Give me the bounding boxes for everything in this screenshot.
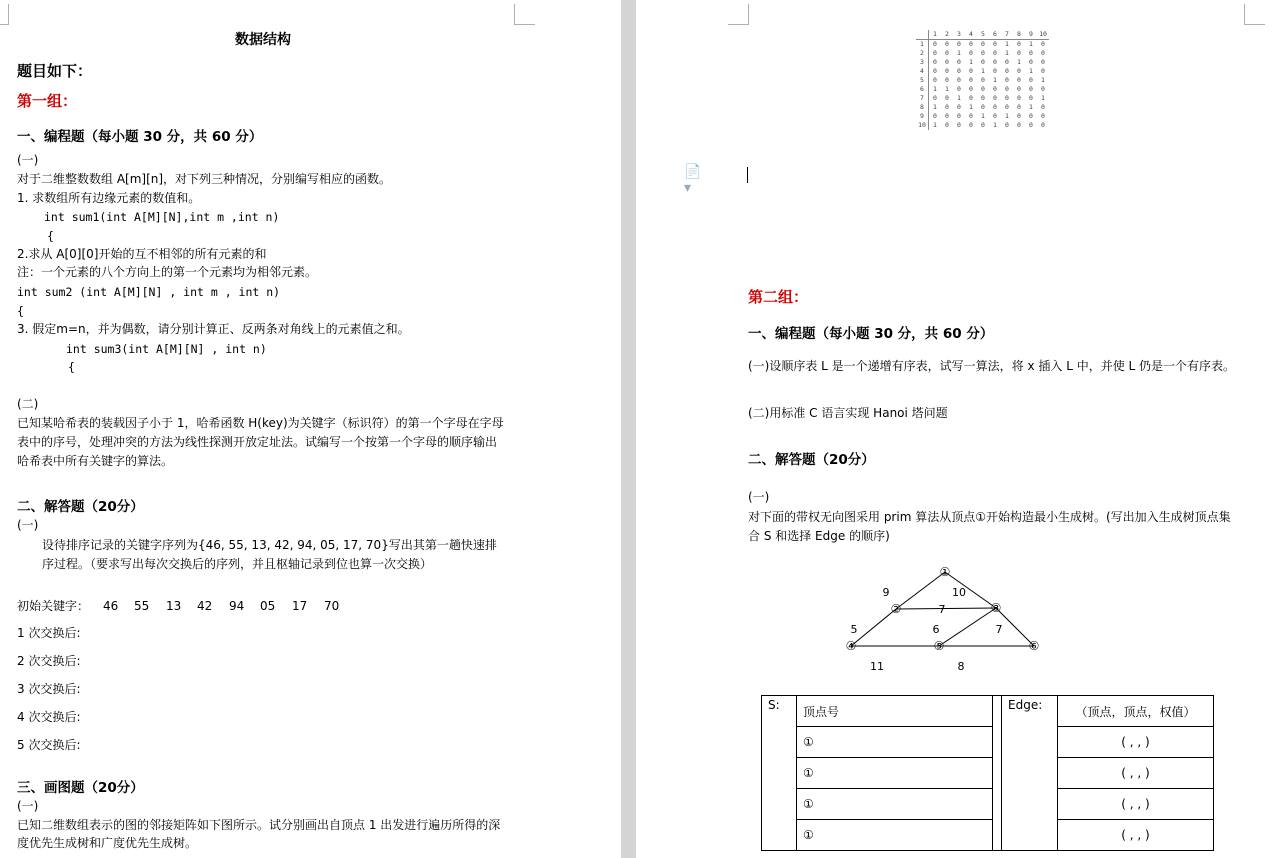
sec3-label: (一) (17, 799, 39, 813)
matrix-cell: 1 (1005, 49, 1009, 57)
group2-heading: 第二组： (748, 288, 809, 306)
edge-cell[interactable]: ( , , ) (1058, 820, 1214, 851)
matrix-cell: 0 (957, 40, 961, 48)
matrix-cell: 1 (933, 121, 937, 129)
matrix-cell: 0 (957, 112, 961, 120)
matrix-col-header: 3 (957, 30, 961, 38)
matrix-cell: 1 (945, 85, 949, 93)
q1-item1: 1. 求数组所有边缘元素的数值和。 (17, 191, 201, 205)
matrix-cell: 1 (1029, 40, 1033, 48)
edge-label-cell: Edge: (1002, 696, 1058, 851)
swap-line: 5 次交换后: (17, 738, 81, 752)
matrix-cell: 1 (1041, 76, 1045, 84)
matrix-row-header: 5 (916, 76, 929, 85)
document-page-2[interactable] (636, 0, 1279, 858)
matrix-cell: 0 (993, 67, 997, 75)
matrix-cell: 0 (1005, 103, 1009, 111)
s-label-cell: S: (762, 696, 797, 851)
matrix-cell: 0 (1041, 67, 1045, 75)
matrix-cell: 0 (1017, 49, 1021, 57)
matrix-cell: 0 (957, 76, 961, 84)
p2-sec2-line2: 合 S 和选择 Edge 的顺序) (748, 529, 890, 543)
matrix-cell: 0 (969, 121, 973, 129)
matrix-cell: 0 (945, 121, 949, 129)
matrix-cell: 0 (981, 103, 985, 111)
edge-weight: 11 (870, 660, 884, 673)
sec3-line2: 度优先生成树和广度优先生成树。 (17, 836, 198, 850)
matrix-col-header: 1 (933, 30, 937, 38)
vertex-cell[interactable]: ① (797, 789, 993, 820)
q1-desc: 对于二维整数数组 A[m][n]，对下列三种情况，分别编写相应的函数。 (17, 172, 392, 186)
matrix-cell: 0 (933, 49, 937, 57)
matrix-cell: 0 (957, 58, 961, 66)
matrix-col-header: 7 (1005, 30, 1009, 38)
section2-title: 二、解答题（20分） (17, 499, 144, 515)
swap-line: 4 次交换后: (17, 710, 81, 724)
crop-mark (728, 4, 749, 25)
matrix-cell: 0 (933, 40, 937, 48)
matrix-row-header: 10 (916, 121, 929, 130)
swap-line: 1 次交换后: (17, 626, 81, 640)
graph-node: ③ (990, 601, 1002, 615)
init-key: 13 (166, 599, 182, 613)
edge-weight: 8 (957, 660, 965, 673)
graph-node: ⑥ (1028, 639, 1040, 653)
q2-line3: 哈希表中所有关键字的算法。 (17, 454, 174, 468)
matrix-col-header: 9 (1029, 30, 1033, 38)
matrix-cell: 0 (969, 67, 973, 75)
matrix-cell: 0 (993, 58, 997, 66)
matrix-cell: 0 (933, 76, 937, 84)
matrix-cell: 0 (969, 49, 973, 57)
matrix-cell: 0 (1005, 94, 1009, 102)
init-key: 17 (292, 599, 308, 613)
matrix-cell: 1 (993, 121, 997, 129)
matrix-cell: 1 (969, 58, 973, 66)
matrix-cell: 0 (957, 121, 961, 129)
edge-weight: 6 (932, 623, 940, 636)
edge-cell[interactable]: ( , , ) (1058, 789, 1214, 820)
matrix-cell: 0 (981, 40, 985, 48)
q2-line1: 已知某哈希表的装载因子小于 1，哈希函数 H(key)为关键字（标识符）的第一个字母在字母 (17, 416, 504, 430)
matrix-cell: 0 (1017, 112, 1021, 120)
matrix-cell: 0 (945, 49, 949, 57)
init-key: 70 (324, 599, 340, 613)
sec2-label: (一) (17, 518, 39, 532)
matrix-cell: 0 (969, 112, 973, 120)
matrix-col-header: 10 (1039, 30, 1047, 38)
matrix-col-header: 6 (993, 30, 997, 38)
p2-sec2-line1: 对下面的带权无向图采用 prim 算法从顶点①开始构造最小生成树。(写出加入生成树顶点集 (748, 510, 1231, 524)
matrix-col-header: 2 (945, 30, 949, 38)
matrix-cell: 1 (981, 112, 985, 120)
crop-mark (1244, 4, 1265, 25)
matrix-cell: 0 (1017, 76, 1021, 84)
q1-label: (一) (17, 153, 39, 167)
spacer-cell (993, 696, 1002, 851)
matrix-cell: 0 (1029, 94, 1033, 102)
init-key: 55 (134, 599, 150, 613)
edge-weight: 5 (850, 623, 858, 636)
matrix-row-header: 7 (916, 94, 929, 103)
matrix-cell: 0 (993, 94, 997, 102)
matrix-cell: 0 (957, 103, 961, 111)
matrix-cell: 0 (969, 94, 973, 102)
q1-code1: int sum1(int A[M][N],int m ,int n) (44, 210, 280, 224)
matrix-cell: 0 (1017, 94, 1021, 102)
init-key: 05 (260, 599, 276, 613)
matrix-cell: 0 (1005, 76, 1009, 84)
group1-heading: 第一组： (17, 92, 78, 110)
edge-header: （顶点，顶点，权值） (1058, 696, 1214, 727)
matrix-cell: 0 (1041, 103, 1045, 111)
matrix-col-header: 8 (1017, 30, 1021, 38)
matrix-cell: 0 (993, 112, 997, 120)
matrix-cell: 0 (945, 67, 949, 75)
matrix-cell: 0 (945, 94, 949, 102)
matrix-cell: 0 (933, 58, 937, 66)
q2-label: (二) (17, 397, 39, 411)
sec2-line2: 序过程。（要求写出每次交换后的序列，并且枢轴记录到位也算一次交换） (42, 557, 433, 571)
q1-brace3: { (68, 360, 75, 374)
text-cursor (747, 167, 748, 183)
crop-mark (0, 4, 9, 25)
matrix-cell: 1 (1005, 40, 1009, 48)
matrix-row-header: 8 (916, 103, 929, 112)
matrix-cell: 1 (1029, 67, 1033, 75)
matrix-cell: 0 (945, 76, 949, 84)
matrix-cell: 0 (993, 85, 997, 93)
edge-weight: 7 (995, 623, 1003, 636)
q1-code3: int sum3(int A[M][N] , int n) (66, 342, 267, 356)
edge-cell[interactable]: ( , , ) (1058, 727, 1214, 758)
matrix-cell: 0 (1017, 40, 1021, 48)
matrix-cell: 0 (1029, 112, 1033, 120)
matrix-cell: 0 (969, 76, 973, 84)
matrix-cell: 0 (957, 85, 961, 93)
q1-note: 注：一个元素的八个方向上的第一个元素均为相邻元素。 (17, 265, 318, 279)
swap-line: 3 次交换后: (17, 682, 81, 696)
matrix-cell: 0 (1041, 112, 1045, 120)
matrix-col-header: 4 (969, 30, 973, 38)
matrix-cell: 0 (969, 85, 973, 93)
matrix-cell: 0 (1017, 85, 1021, 93)
matrix-cell: 1 (957, 94, 961, 102)
graph-node: ① (939, 565, 951, 579)
matrix-cell: 0 (933, 112, 937, 120)
edge-cell[interactable]: ( , , ) (1058, 758, 1214, 789)
matrix-cell: 0 (1041, 49, 1045, 57)
matrix-cell: 0 (1017, 67, 1021, 75)
prim-answer-table (761, 695, 1214, 851)
paste-options-icon[interactable]: 📄▾ (684, 164, 702, 196)
graph-node: ② (890, 602, 902, 616)
matrix-cell: 0 (981, 94, 985, 102)
matrix-cell: 0 (981, 49, 985, 57)
p2-sec2-label: (一) (748, 490, 770, 504)
init-key: 94 (229, 599, 245, 613)
matrix-cell: 0 (1017, 121, 1021, 129)
matrix-cell: 0 (1041, 58, 1045, 66)
matrix-cell: 1 (1005, 112, 1009, 120)
vertex-cell[interactable]: ① (797, 758, 993, 789)
matrix-cell: 0 (945, 40, 949, 48)
matrix-cell: 0 (981, 85, 985, 93)
crop-mark (514, 4, 535, 25)
matrix-cell: 1 (1029, 103, 1033, 111)
matrix-cell: 0 (1029, 121, 1033, 129)
matrix-cell: 0 (933, 94, 937, 102)
matrix-cell: 0 (993, 103, 997, 111)
p2-q1: (一)设顺序表 L 是一个递增有序表，试写一算法，将 x 插入 L 中，并使 L 仍是一个有序表。 (748, 359, 1236, 373)
graph-node: ⑤ (933, 639, 945, 653)
q1-brace1: { (47, 229, 54, 243)
matrix-cell: 0 (993, 49, 997, 57)
q1-item3: 3. 假定m=n，并为偶数，请分别计算正、反两条对角线上的元素值之和。 (17, 322, 410, 336)
matrix-cell: 1 (933, 85, 937, 93)
matrix-cell: 0 (957, 67, 961, 75)
matrix-row-header: 6 (916, 85, 929, 94)
p2-section2-title: 二、解答题（20分） (748, 452, 875, 468)
swap-line: 2 次交换后: (17, 654, 81, 668)
sec3-line1: 已知二维数组表示的图的邻接矩阵如下图所示。试分别画出自顶点 1 出发进行遍历所得的深 (17, 818, 501, 832)
matrix-cell: 1 (993, 76, 997, 84)
matrix-cell: 0 (981, 58, 985, 66)
page-gutter (621, 0, 636, 858)
document-page-1[interactable] (0, 0, 621, 858)
matrix-cell: 0 (1041, 85, 1045, 93)
matrix-cell: 0 (945, 112, 949, 120)
matrix-row-header: 9 (916, 112, 929, 121)
graph-node: ④ (845, 639, 857, 653)
edge-weight: 10 (952, 586, 966, 599)
q1-code2: int sum2 (int A[M][N] , int m , int n) (17, 285, 281, 299)
matrix-cell: 1 (1017, 58, 1021, 66)
weighted-graph (836, 560, 1056, 680)
vertex-cell[interactable]: ① (797, 727, 993, 758)
q1-brace2: { (17, 304, 24, 318)
matrix-cell: 0 (1005, 121, 1009, 129)
matrix-cell: 1 (957, 49, 961, 57)
edge-weight: 9 (882, 586, 890, 599)
vertex-cell[interactable]: ① (797, 820, 993, 851)
init-keys-label: 初始关键字： (17, 599, 90, 613)
matrix-row-header: 4 (916, 67, 929, 76)
init-key: 42 (197, 599, 213, 613)
matrix-row-header: 1 (916, 40, 929, 50)
matrix-cell: 0 (1005, 58, 1009, 66)
matrix-cell: 0 (981, 121, 985, 129)
matrix-cell: 0 (1029, 49, 1033, 57)
matrix-cell: 0 (1029, 76, 1033, 84)
matrix-cell: 0 (945, 103, 949, 111)
matrix-cell: 0 (1005, 67, 1009, 75)
matrix-cell: 1 (981, 67, 985, 75)
adjacency-matrix-image (916, 30, 1049, 130)
edge-weight: 7 (938, 603, 946, 616)
matrix-row-header: 3 (916, 58, 929, 67)
doc-title: 数据结构 (235, 32, 291, 48)
init-key: 46 (103, 599, 119, 613)
matrix-cell: 1 (969, 103, 973, 111)
matrix-cell: 0 (1029, 58, 1033, 66)
p2-q2: (二)用标准 C 语言实现 Hanoi 塔问题 (748, 406, 948, 420)
matrix-cell: 0 (981, 76, 985, 84)
matrix-cell: 0 (1029, 85, 1033, 93)
matrix-cell: 0 (969, 40, 973, 48)
matrix-cell: 0 (1005, 85, 1009, 93)
vertex-header: 顶点号 (797, 696, 993, 727)
matrix-cell: 1 (1041, 94, 1045, 102)
section1-title: 一、编程题（每小题 30 分，共 60 分） (17, 129, 263, 145)
q2-line2: 表中的序号，处理冲突的方法为线性探测开放定址法。试编写一个按第一个字母的顺序输出 (17, 435, 498, 449)
matrix-row-header: 2 (916, 49, 929, 58)
matrix-cell: 0 (945, 58, 949, 66)
matrix-cell: 0 (1041, 121, 1045, 129)
matrix-cell: 0 (1041, 40, 1045, 48)
matrix-cell: 1 (933, 103, 937, 111)
matrix-col-header: 5 (981, 30, 985, 38)
section3-title: 三、画图题（20分） (17, 780, 144, 796)
matrix-cell: 0 (993, 40, 997, 48)
intro-heading: 题目如下： (17, 62, 93, 80)
q1-item2: 2.求从 A[0][0]开始的互不相邻的所有元素的和 (17, 247, 267, 261)
sec2-line1: 设待排序记录的关键字序列为{46, 55, 13, 42, 94, 05, 17, 70}写出其第一趟快速排 (42, 538, 497, 552)
matrix-cell: 0 (933, 67, 937, 75)
p2-section1-title: 一、编程题（每小题 30 分，共 60 分） (748, 326, 994, 342)
matrix-cell: 0 (1017, 103, 1021, 111)
